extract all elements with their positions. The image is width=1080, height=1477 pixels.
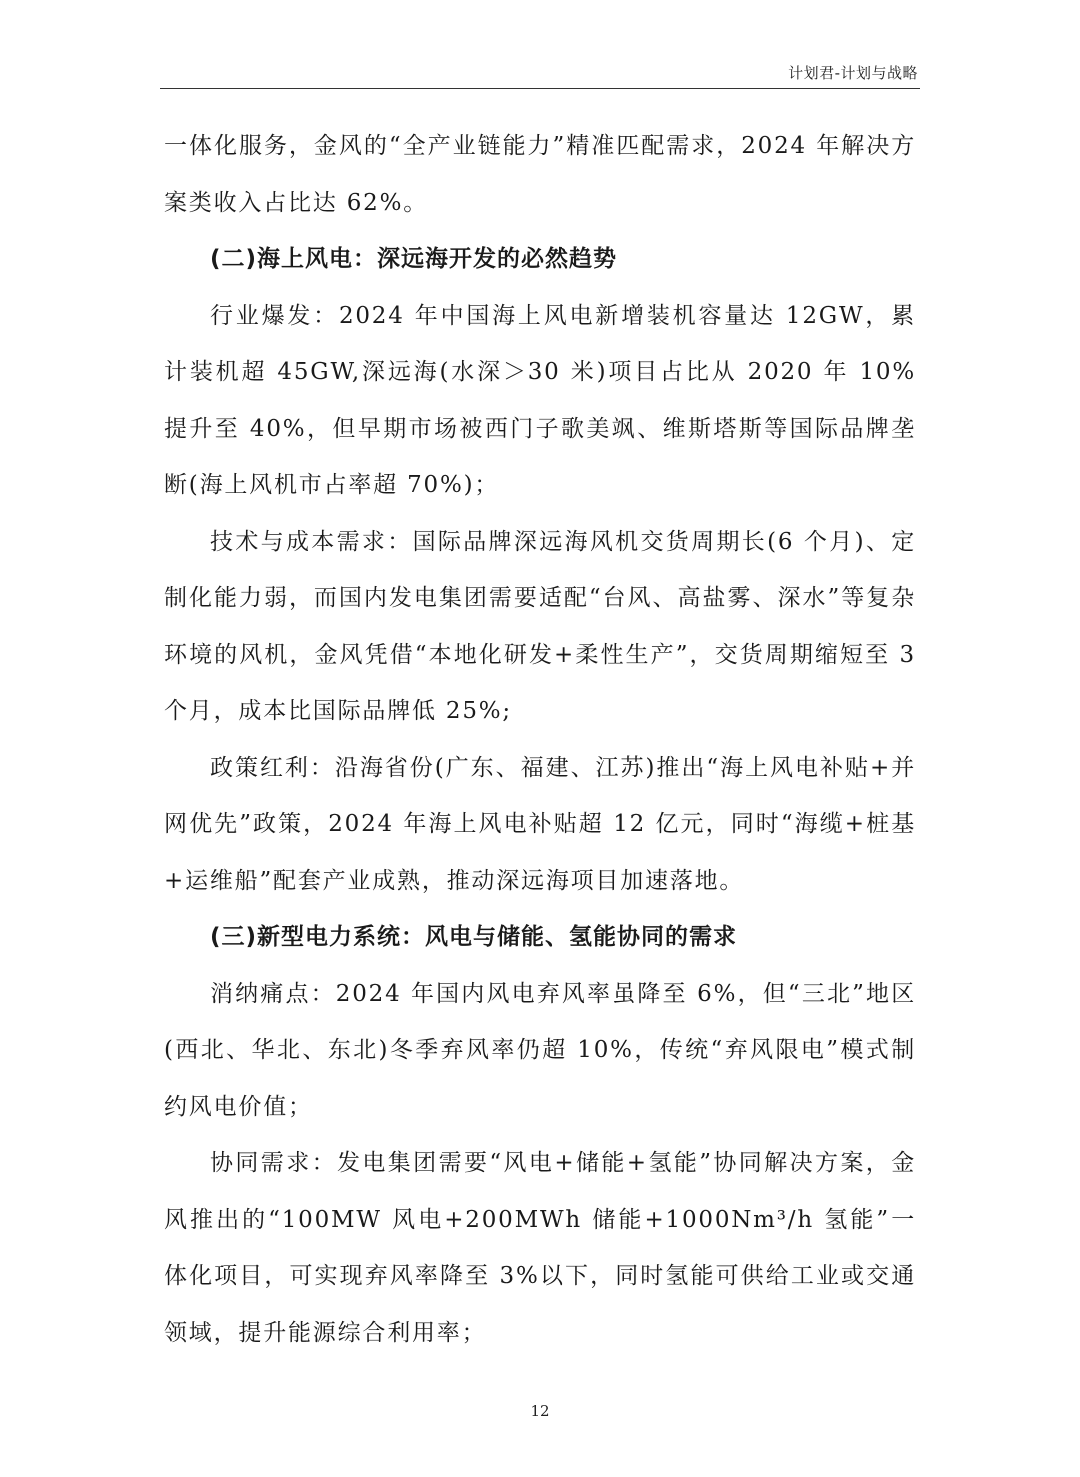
page-header (160, 62, 920, 89)
paragraph-industry-boom: 行业爆发：2024 年中国海上风电新增装机容量达 12GW，累计装机超 45GW,深远海(水深＞30 米)项目占比从 2020 年 10%提升至 40%，但早期市场被西门子歌美飒、维斯塔斯等国际品牌垄断(海上风机市占率超 70%)； (164, 302, 916, 498)
document-body (164, 118, 916, 1361)
paragraph-synergy-demand: 协同需求：发电集团需要“风电+储能+氢能”协同解决方案，金风推出的“100MW 风电+200MWh 储能+1000Nm³/h 氢能”一体化项目，可实现弃风率降至 3%以下，同时氢能可供给工业或交通领域，提升能源综合利用率； (164, 1150, 916, 1346)
paragraph-solutions-revenue: 一体化服务，金风的“全产业链能力”精准匹配需求，2024 年解决方案类收入占比达 62%。 (164, 133, 916, 216)
paragraph-tech-cost-demand: 技术与成本需求：国际品牌深远海风机交货周期长(6 个月)、定制化能力弱，而国内发电集团需要适配“台风、高盐雾、深水”等复杂环境的风机，金风凭借“本地化研发+柔性生产”，交货周期缩短至 3 个月，成本比国际品牌低 25%; (164, 528, 916, 724)
section-heading-new-power-system: (三)新型电力系统：风电与储能、氢能协同的需求 (210, 924, 738, 950)
header-title: 计划君-计划与战略 (788, 64, 918, 82)
section-heading-offshore-wind: (二)海上风电：深远海开发的必然趋势 (210, 246, 618, 272)
page-number: 12 (530, 1402, 550, 1420)
paragraph-consumption-pain-point: 消纳痛点：2024 年国内风电弃风率虽降至 6%，但“三北”地区(西北、华北、东北)冬季弃风率仍超 10%，传统“弃风限电”模式制约风电价值； (164, 980, 916, 1120)
paragraph-policy-dividend: 政策红利：沿海省份(广东、福建、江苏)推出“海上风电补贴+并网优先”政策，2024 年海上风电补贴超 12 亿元，同时“海缆+桩基+运维船”配套产业成熟，推动深远海项目加速落地。 (164, 754, 916, 894)
